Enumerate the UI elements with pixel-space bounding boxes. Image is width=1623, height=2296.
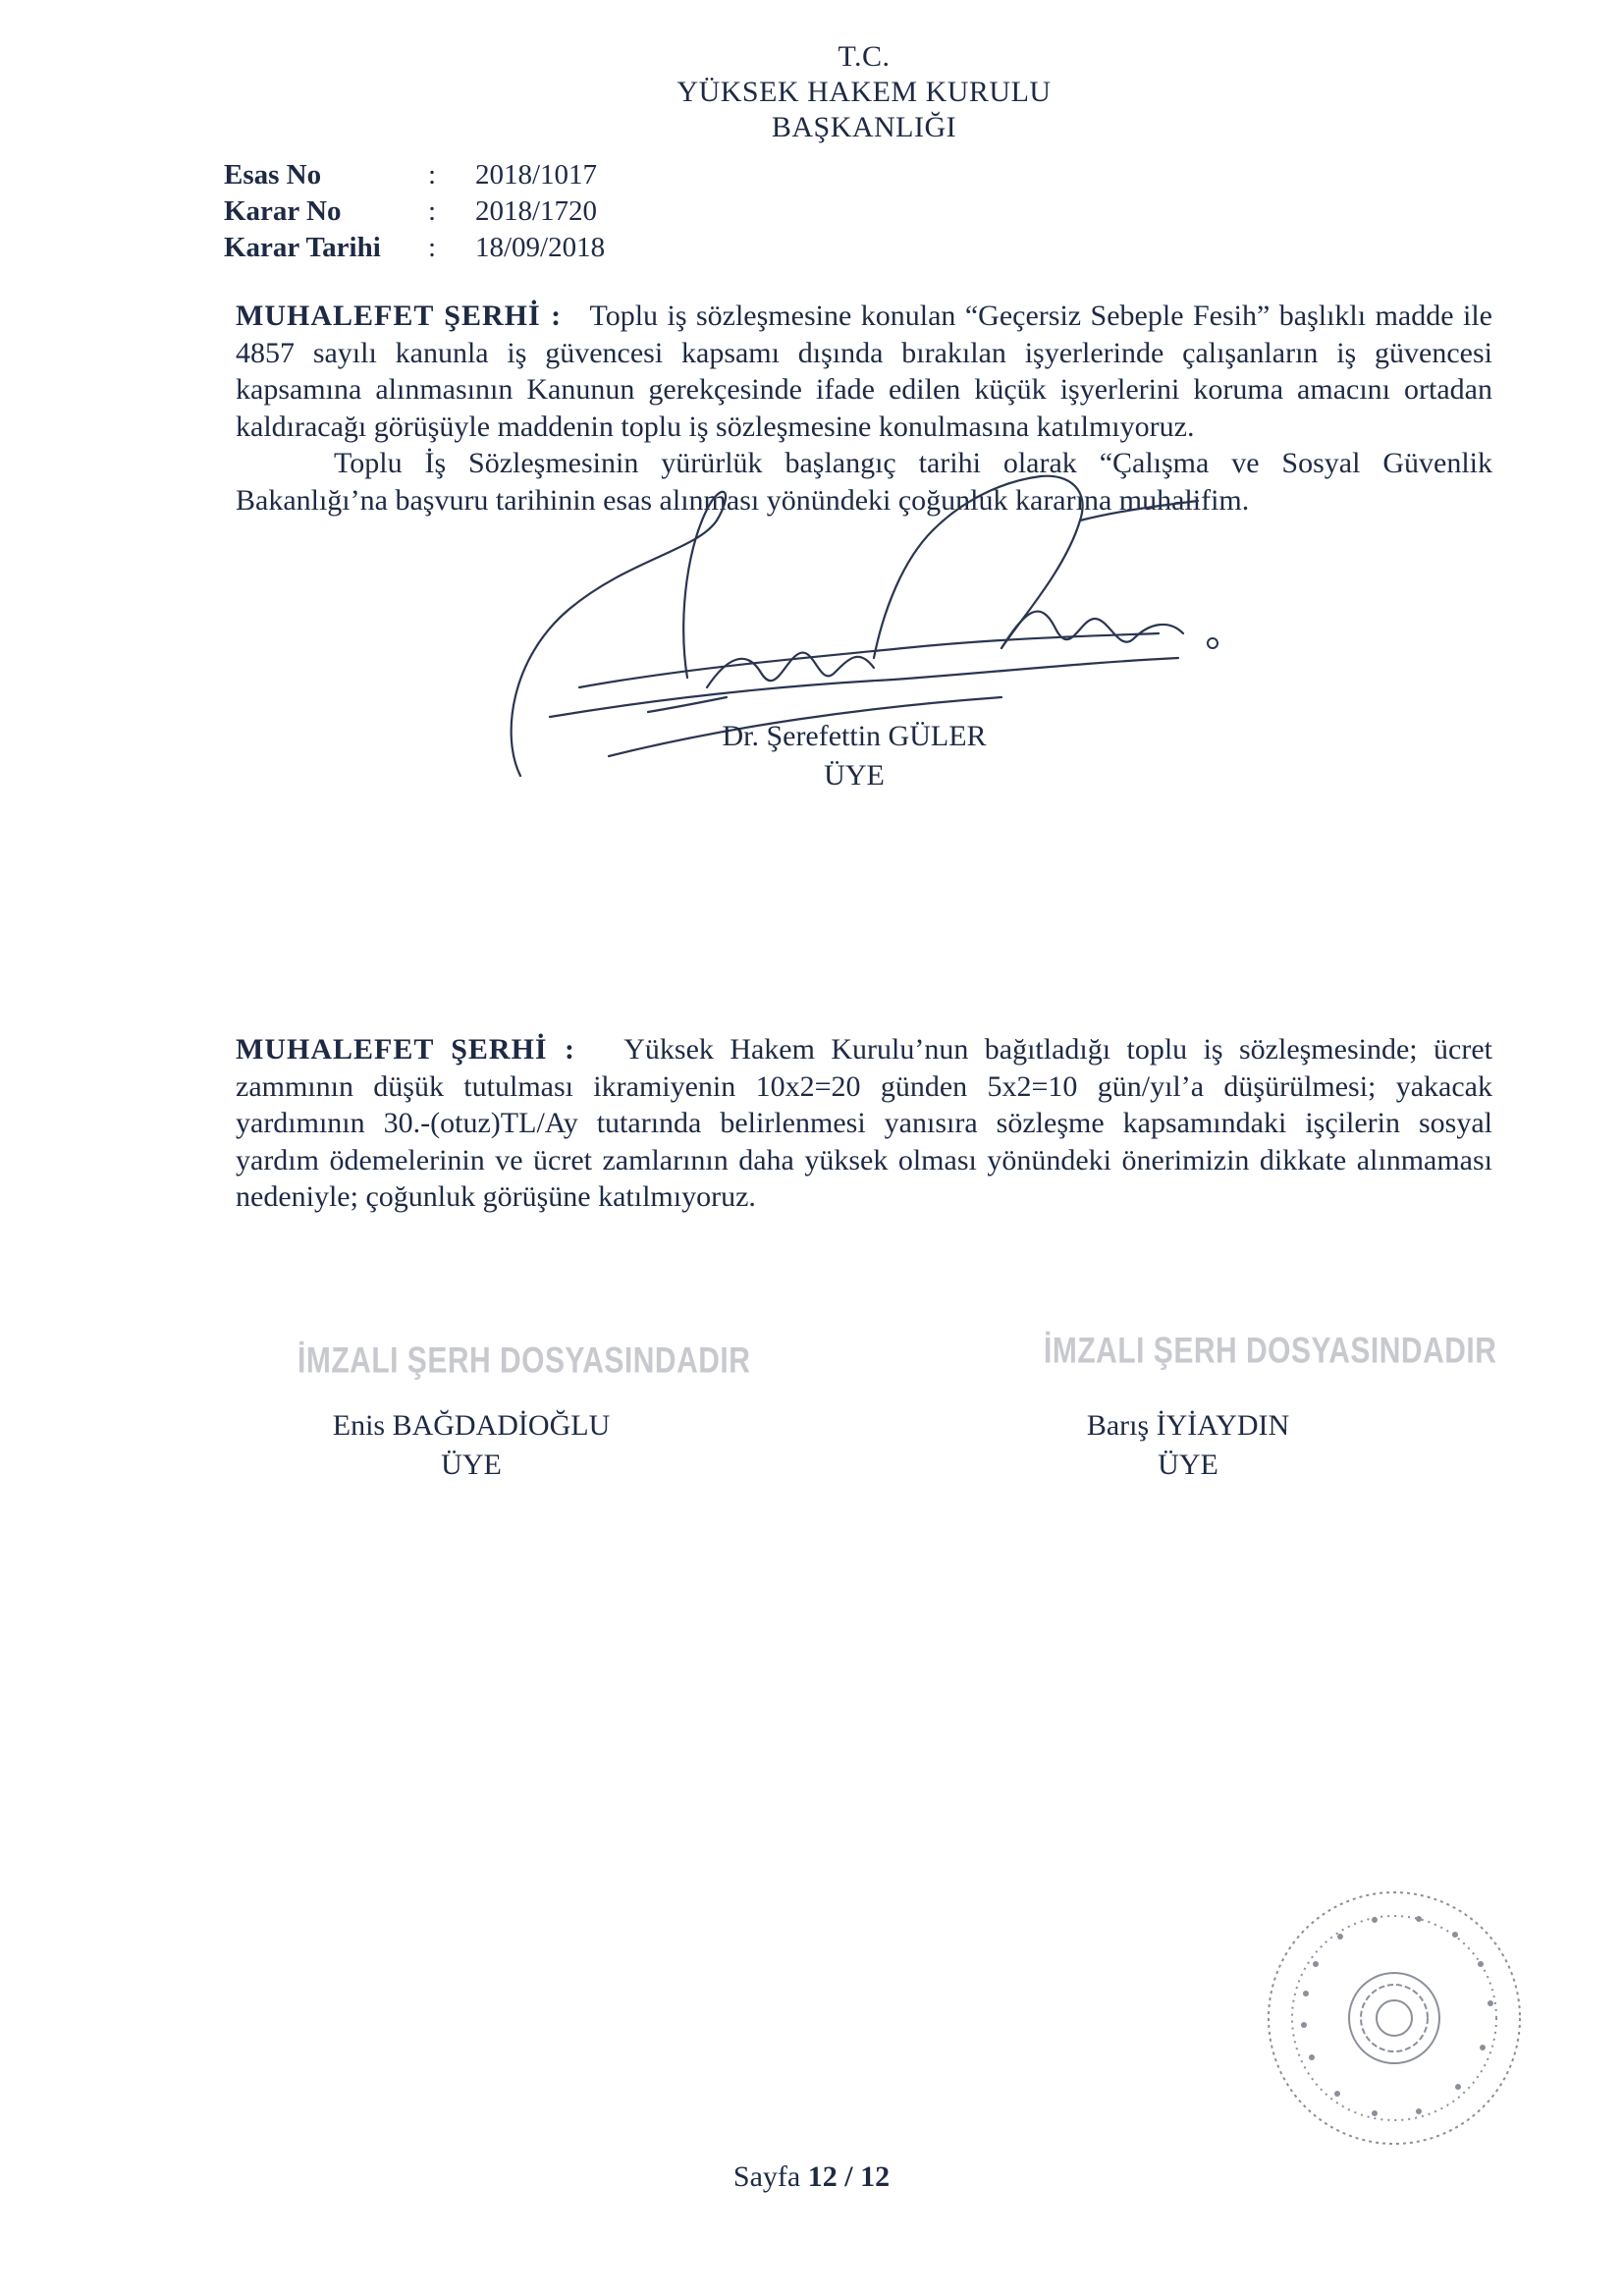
signed-dissent-stamp-left: İMZALI ŞERH DOSYASINDADIR — [298, 1340, 751, 1382]
dissent-2-text: Yüksek Hakem Kurulu’nun bağıtladığı toplu iş sözleşmesinde; ücret zammının düşük tutulması ikramiyenin 10x2=20 günden 5x2=10 gün/yıl’a düşürülmesi; yakacak yardımının 30.-(otuz)TL/Ay tutarında belirlenmesi yanısıra sözleşme kapsamındaki işçilerin sosyal yardım ödemelerinin ve ücret zamlarının daha yüksek olması yönündeki önerimizin dikkate alınmaması nedeniyle; çoğunluk görüşüne katılmıyoruz. — [236, 1033, 1492, 1213]
page-separator: / — [844, 2160, 853, 2193]
signer-name: Enis BAĞDADİOĞLU — [332, 1409, 611, 1442]
signer-name: Dr. Şerefettin GÜLER — [722, 720, 987, 752]
signer-name: Barış İYİAYDIN — [1086, 1409, 1290, 1442]
page-total: 12 — [860, 2160, 891, 2193]
meta-row-tarih — [224, 230, 605, 266]
page-current: 12 — [807, 2160, 838, 2193]
header-org-line1: YÜKSEK HAKEM KURULU — [676, 76, 1052, 108]
page-prefix: Sayfa — [732, 2160, 801, 2193]
official-seal-icon — [1247, 1876, 1542, 2160]
meta-row-karar — [224, 193, 605, 230]
dissent-title: MUHALEFET ŞERHİ : — [236, 1033, 575, 1066]
dissent-1-paragraph-2: Toplu İş Sözleşmesinin yürürlük başlangıç tarihi olarak “Çalışma ve Sosyal Güvenlik Bakanlığı’na başvuru tarihinin esas alınması yönündeki çoğunluk kararına muhalifim. — [236, 447, 1492, 517]
signature-block-3 — [1041, 1406, 1335, 1485]
dissent-1-text: Toplu iş sözleşmesine konulan “Geçersiz Sebeple Fesih” başlıklı madde ile 4857 sayılı kanunla iş güvencesi kapsamı dışında bırakılan işyerlerinde çalışanların iş güvencesi kapsamına alınmasının Kanunun gerekçesinde ifade edilen küçük işyerlerini koruma amacını ortadan kaldıracağı görüşüyle maddenin toplu iş sözleşmesine konulmasına katılmıyoruz. — [236, 300, 1492, 443]
signed-dissent-stamp-right: İMZALI ŞERH DOSYASINDADIR — [1044, 1331, 1497, 1372]
signature-block-1 — [648, 717, 1060, 795]
dissent-title: MUHALEFET ŞERHİ : — [236, 300, 563, 332]
meta-value: 2018/1017 — [475, 159, 598, 191]
dissent-section-2 — [236, 1031, 1492, 1216]
meta-label: Esas No — [224, 159, 322, 191]
case-meta — [224, 157, 605, 266]
meta-colon: : — [428, 232, 437, 263]
meta-row-esas — [224, 157, 605, 193]
meta-colon: : — [428, 159, 437, 191]
header-org-line2: BAŞKANLIĞI — [771, 111, 957, 143]
header-tc: T.C. — [838, 40, 891, 73]
meta-value: 2018/1720 — [475, 195, 598, 227]
signature-block-2 — [295, 1406, 648, 1485]
meta-label: Karar Tarihi — [224, 232, 381, 263]
document-header — [589, 39, 1139, 145]
dissent-2-paragraph-1 — [236, 1031, 1492, 1216]
signer-role: ÜYE — [441, 1449, 502, 1481]
meta-value: 18/09/2018 — [475, 232, 606, 263]
meta-colon: : — [428, 195, 437, 227]
page-footer — [0, 2160, 1623, 2194]
signer-role: ÜYE — [1158, 1449, 1218, 1481]
meta-label: Karar No — [224, 195, 342, 227]
signer-role: ÜYE — [824, 759, 885, 792]
dissent-1-paragraph-1 — [236, 298, 1492, 445]
